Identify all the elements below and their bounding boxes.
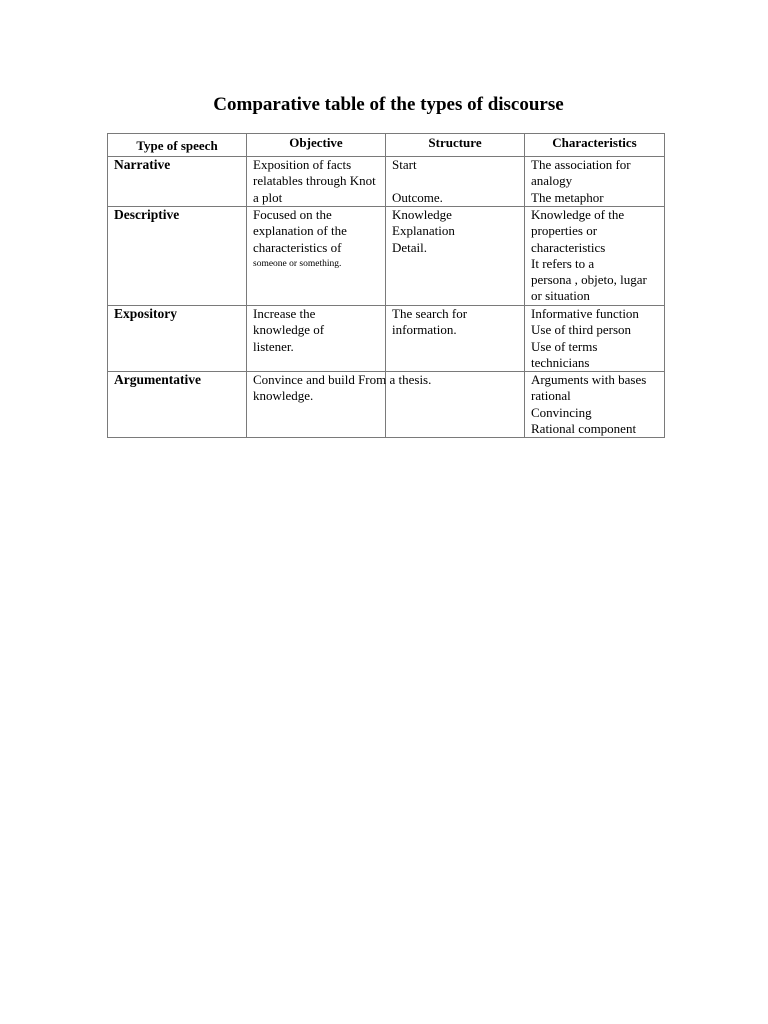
header-characteristics: Characteristics xyxy=(525,134,665,157)
cell-characteristics-narrative: The association for analogy The metaphor xyxy=(525,157,665,207)
cell-objective-argumentative: Convince and build From a thesis. knowledge. xyxy=(247,372,386,438)
cell-objective-narrative: Exposition of facts relatables through Knot a plot xyxy=(247,157,386,207)
comparison-table xyxy=(107,133,665,438)
row-type-expository: Expository xyxy=(108,306,247,372)
table-header-row xyxy=(108,134,665,157)
table-row-descriptive xyxy=(108,207,665,306)
table-row-narrative xyxy=(108,157,665,207)
cell-structure-expository: The search for information. xyxy=(386,306,525,372)
cell-objective-descriptive: Focused on the explanation of the characteristics of someone or something. xyxy=(247,207,386,306)
table-row-argumentative xyxy=(108,372,665,438)
cell-objective-expository: Increase the knowledge of listener. xyxy=(247,306,386,372)
cell-characteristics-descriptive: Knowledge of the properties or characteristics It refers to a persona , objeto, lugar or situation xyxy=(525,207,665,306)
header-structure: Structure xyxy=(386,134,525,157)
document-title: Comparative table of the types of discourse xyxy=(213,94,564,115)
cell-characteristics-argumentative: Arguments with bases rational Convincing Rational component xyxy=(525,372,665,438)
header-type-of-speech: Type of speech xyxy=(108,134,247,157)
header-objective: Objective xyxy=(247,134,386,157)
table-row-expository xyxy=(108,306,665,372)
row-type-argumentative: Argumentative xyxy=(108,372,247,438)
cell-characteristics-expository: Informative function Use of third person Use of terms technicians xyxy=(525,306,665,372)
cell-structure-narrative: Start Outcome. xyxy=(386,157,525,207)
row-type-descriptive: Descriptive xyxy=(108,207,247,306)
row-type-narrative: Narrative xyxy=(108,157,247,207)
cell-structure-descriptive: Knowledge Explanation Detail. xyxy=(386,207,525,306)
